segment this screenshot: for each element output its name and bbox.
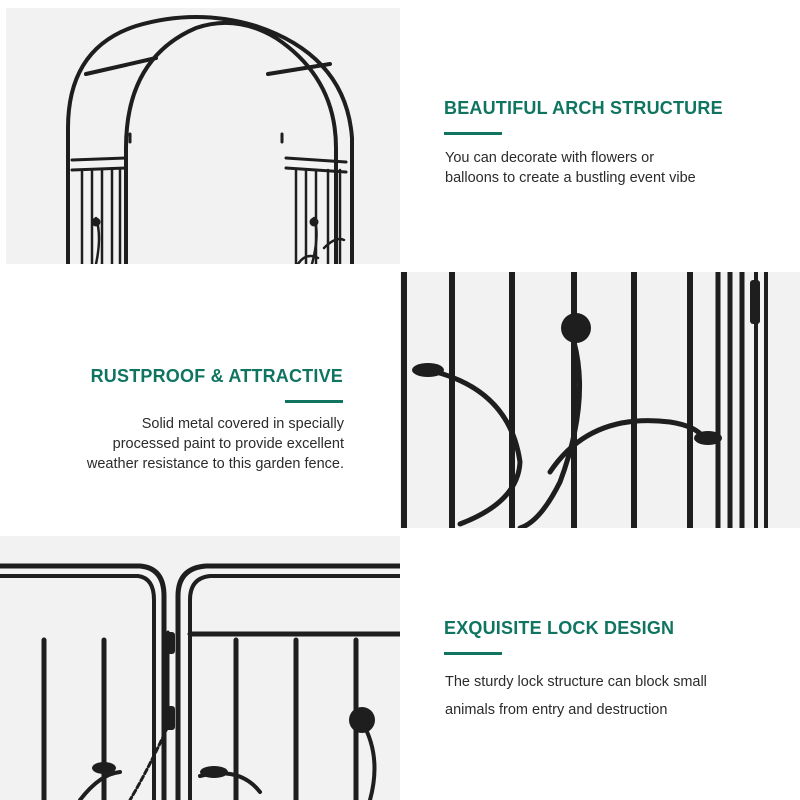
description-line: animals from entry and destruction (445, 702, 668, 718)
fence-rose-detail-photo (400, 272, 800, 528)
section-description-lock (445, 668, 707, 724)
fence-lock-photo (0, 536, 400, 800)
section-description-arch (445, 148, 696, 188)
description-line: processed paint to provide excellent (112, 436, 344, 452)
description-line: balloons to create a bustling event vibe (445, 170, 696, 186)
section-heading-lock: EXQUISITE LOCK DESIGN (444, 618, 675, 638)
description-line: weather resistance to this garden fence. (86, 456, 344, 472)
heading-underline (444, 652, 502, 655)
fence-rose-illustration (400, 272, 800, 528)
description-line: The sturdy lock structure can block small (445, 674, 707, 690)
fence-lock-illustration (0, 536, 400, 800)
heading-underline (285, 400, 343, 403)
garden-arch-photo (6, 8, 400, 264)
section-heading-rustproof: RUSTPROOF & ATTRACTIVE (90, 366, 343, 386)
description-line: Solid metal covered in specially (141, 416, 344, 432)
heading-underline (444, 132, 502, 135)
description-line: You can decorate with flowers or (445, 150, 655, 166)
section-description-rustproof (87, 414, 344, 474)
garden-arch-illustration (6, 8, 400, 264)
section-heading-arch: BEAUTIFUL ARCH STRUCTURE (444, 98, 723, 118)
